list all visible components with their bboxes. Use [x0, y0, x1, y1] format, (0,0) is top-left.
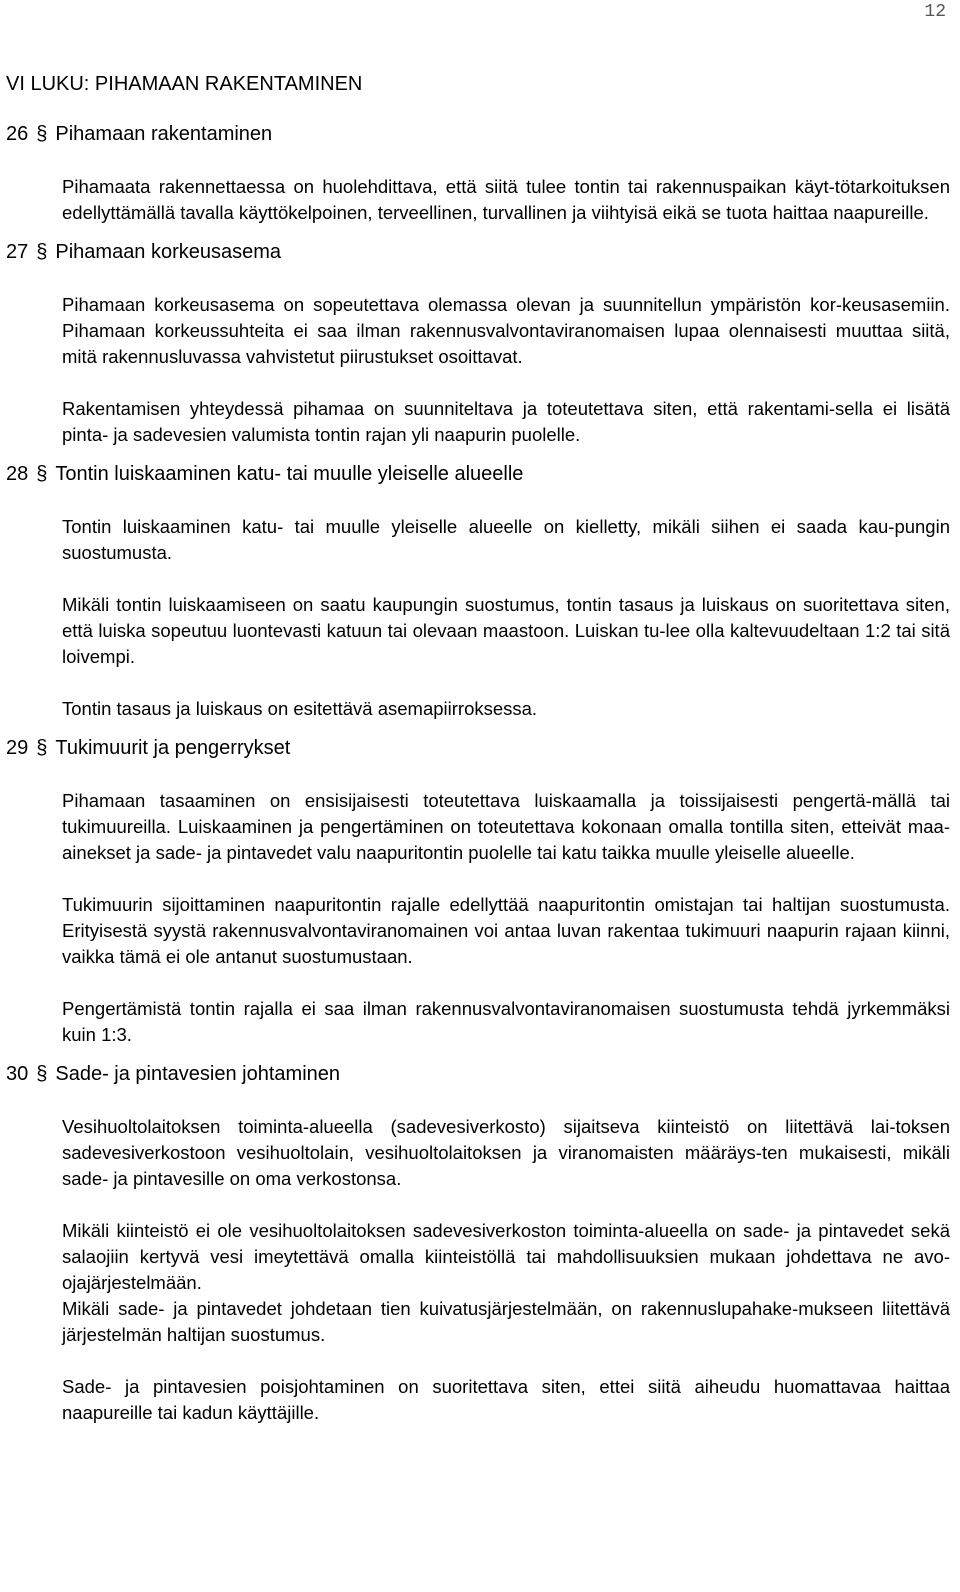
section-number: 26 [6, 123, 29, 145]
section-title: Tontin luiskaaminen katu- tai muulle yleiselle alueelle [55, 463, 524, 485]
paragraph: Tukimuurin sijoittaminen naapuritontin rajalle edellyttää naapuritontin omistajan tai haltijan suostumusta. Erityisestä syystä rakennusvalvontaviranomainen voi antaa luvan rakentaa tukimuuri naapurin rajaan kiinni, vaikka tämä ei ole antanut suostumustaan. [62, 894, 950, 967]
section-title: Pihamaan korkeusasema [55, 241, 282, 263]
paragraph: Mikäli tontin luiskaamiseen on saatu kaupungin suostumus, tontin tasaus ja luiskaus on suoritettava siten, että luiska sopeutuu luontevasti katuun tai olevaan maastoon. Luiskan tu-lee olla kaltevuudeltaan 1:2 tai sitä loivempi. [62, 594, 950, 667]
page-number: 12 [924, 2, 946, 22]
section-title: Pihamaan rakentaminen [55, 123, 273, 145]
section-number: 29 [6, 737, 29, 759]
section-sign-icon: § [36, 1063, 48, 1085]
section-heading [6, 238, 950, 266]
paragraph: Rakentamisen yhteydessä pihamaa on suunniteltava ja toteutettava siten, että rakentami-sella ei lisätä pinta- ja sadevesien valumista tontin rajan yli naapurin puolelle. [62, 398, 950, 445]
section-29 [6, 734, 950, 1048]
section-28 [6, 460, 950, 722]
section-sign-icon: § [36, 241, 48, 263]
section-sign-icon: § [36, 123, 48, 145]
section-sign-icon: § [36, 463, 48, 485]
section-heading [6, 1060, 950, 1088]
section-sign-icon: § [36, 737, 48, 759]
section-number: 28 [6, 463, 29, 485]
section-30 [6, 1060, 950, 1426]
paragraph: Tontin luiskaaminen katu- tai muulle yleiselle alueelle on kielletty, mikäli siihen ei saada kau-pungin suostumusta. [62, 516, 950, 563]
section-title: Sade- ja pintavesien johtaminen [55, 1063, 341, 1085]
section-heading [6, 120, 950, 148]
section-27 [6, 238, 950, 448]
paragraph: Pihamaan korkeusasema on sopeutettava olemassa olevan ja suunnitellun ympäristön kor-keusasemiin. Pihamaan korkeussuhteita ei saa ilman rakennusvalvontaviranomaisen lupaa olennaisesti muuttaa siitä, mitä rakennusluvassa vahvistetut piirustukset osoittavat. [62, 294, 950, 367]
section-title: Tukimuurit ja pengerrykset [55, 737, 291, 759]
paragraph: Vesihuoltolaitoksen toiminta-alueella (sadevesiverkosto) sijaitseva kiinteistö on liitettävä lai-toksen sadevesiverkostoon vesihuoltolain, vesihuoltolaitoksen ja viranomaisten määräys-ten mukaisesti, mikäli sade- ja pintavesille on oma verkostonsa. [62, 1116, 950, 1189]
paragraph: Mikäli sade- ja pintavedet johdetaan tien kuivatusjärjestelmään, on rakennuslupahake-mukseen liitettävä järjestelmän haltijan suostumus. [62, 1298, 950, 1345]
section-number: 27 [6, 241, 29, 263]
paragraph: Pihamaata rakennettaessa on huolehdittava, että siitä tulee tontin tai rakennuspaikan käyt-tötarkoituksen edellyttämällä tavalla käyttökelpoinen, terveellinen, turvallinen ja viihtyisä eikä se tuota haittaa naapureille. [62, 176, 950, 223]
section-26 [6, 120, 950, 226]
section-heading [6, 460, 950, 488]
paragraph: Pihamaan tasaaminen on ensisijaisesti toteutettava luiskaamalla ja toissijaisesti pengertä-mällä tai tukimuureilla. Luiskaaminen ja pengertäminen on toteutettava kokonaan omalla tontilla siten, etteivät maa-ainekset ja sade- ja pintavedet valu naapuritontin puolelle tai katu taikka muulle yleiselle alueelle. [62, 790, 950, 863]
paragraph: Pengertämistä tontin rajalla ei saa ilman rakennusvalvontaviranomaisen suostumusta tehdä jyrkemmäksi kuin 1:3. [62, 998, 950, 1045]
paragraph: Mikäli kiinteistö ei ole vesihuoltolaitoksen sadevesiverkoston toiminta-alueella on sade- ja pintavedet sekä salaojiin kertyvä vesi imeytettävä omalla kiinteistöllä tai mahdollisuuksien mukaan johdettava ne avo-ojajärjestelmään. [62, 1220, 950, 1293]
section-heading [6, 734, 950, 762]
chapter-title: VI LUKU: PIHAMAAN RAKENTAMINEN [6, 73, 363, 95]
document-body [6, 70, 950, 1452]
paragraph: Tontin tasaus ja luiskaus on esitettävä asemapiirroksessa. [62, 698, 538, 719]
section-number: 30 [6, 1063, 29, 1085]
paragraph: Sade- ja pintavesien poisjohtaminen on suoritettava siten, ettei siitä aiheudu huomattavaa haittaa naapureille tai kadun käyttäjille. [62, 1376, 950, 1423]
